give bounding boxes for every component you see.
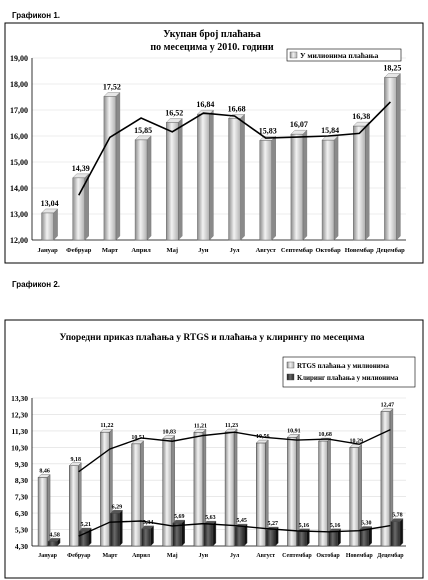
chart1-category-label: Јул — [229, 247, 240, 254]
chart2-bar-s2 — [360, 530, 369, 546]
chart2-ytick-label: 11,30 — [11, 426, 28, 436]
chart1-value-label: 13,04 — [40, 198, 59, 208]
chart1-bar-side — [334, 136, 338, 240]
chart2-bar-s1 — [256, 443, 265, 546]
chart1-bar-side — [147, 136, 151, 240]
chart2-bar-s1 — [100, 432, 109, 546]
chart1-category-label: Август — [255, 247, 276, 254]
chart2-ytick-label: 10,30 — [11, 443, 28, 453]
chart2-category-label: Март — [102, 553, 118, 559]
chart1-value-label: 16,52 — [165, 108, 184, 118]
chart1-value-label: 15,84 — [321, 126, 340, 136]
chart1-value-label: 16,84 — [196, 100, 215, 110]
chart1-value-label: 18,25 — [383, 63, 402, 73]
chart2-value-label-s1: 12,47 — [380, 402, 395, 409]
chart2-value-label-s1: 10,91 — [287, 428, 301, 435]
chart1-category-label: Јануар — [37, 247, 58, 254]
chart1-category-label: Септембар — [280, 247, 313, 254]
chart2-legend-label-s2: Клиринг плаћања у милионима — [297, 374, 399, 382]
chart2-bar-s2 — [329, 532, 338, 546]
chart2 — [0, 290, 428, 580]
chart1-category-label: Мај — [166, 247, 179, 254]
chart2-category-label: Јул — [229, 553, 240, 559]
chart1-ytick-label: 12,00 — [10, 236, 28, 245]
chart1-bar — [322, 140, 334, 240]
chart1-ytick-label: 16,00 — [10, 132, 28, 141]
chart2-value-label-s2: 5,16 — [298, 522, 310, 529]
chart2-value-label-s1: 11,23 — [224, 423, 239, 430]
chart2-ytick-label: 5,30 — [14, 525, 28, 535]
chart2-ytick-label: 9,30 — [14, 459, 28, 469]
chart1-bar-side — [272, 136, 276, 240]
chart2-category-label: Децембар — [377, 553, 404, 559]
chart2-category-label: Октобар — [316, 553, 340, 559]
chart1-ytick-label: 13,00 — [10, 210, 28, 219]
chart1-bar-side — [209, 110, 213, 240]
chart1-category-label: Април — [131, 247, 151, 254]
chart2-ytick-label: 8,30 — [14, 476, 28, 486]
chart2-legend-swatch-s2 — [287, 374, 294, 380]
chart2-bar-side-s2 — [151, 526, 154, 546]
chart1-bar-side — [241, 114, 245, 240]
chart2-bar-s2 — [142, 529, 151, 546]
chart2-value-label-s1: 10,29 — [349, 438, 363, 445]
chart2-value-label-s2: 4,58 — [49, 532, 60, 539]
chart2-value-label-s2: 5,21 — [80, 522, 91, 529]
chart1-legend-label: У милионима плаћања — [300, 51, 379, 60]
chart2-bar-side-s1 — [328, 438, 331, 546]
chart1-bar — [104, 96, 116, 240]
chart1-category-label: Децембар — [376, 247, 405, 254]
chart2-category-label: Август — [256, 553, 276, 559]
chart2-bar-s2 — [235, 527, 244, 546]
chart2-category-label: Јануар — [38, 553, 57, 559]
chart1-bar — [42, 213, 54, 240]
chart2-ytick-label: 4,30 — [14, 542, 28, 551]
chart1-category-label: Јун — [198, 247, 209, 254]
chart2-bar-s1 — [194, 432, 203, 546]
chart2-bar-s2 — [297, 532, 306, 546]
figure1-label: Графикон 1. — [12, 11, 60, 20]
chart2-title: Упоредни приказ плаћања у RTGS и плаћања у клирингу по месецима — [59, 333, 365, 343]
chart2-bar-s2 — [48, 541, 57, 546]
chart2-value-label-s1: 10,68 — [318, 432, 332, 439]
chart2-value-label-s2: 5,69 — [174, 514, 185, 521]
chart2-category-label: Април — [132, 553, 151, 559]
chart2-value-label-s2: 5,34 — [142, 519, 154, 526]
chart1-ytick-label: 17,00 — [10, 106, 28, 115]
chart2-value-label-s2: 5,45 — [236, 518, 247, 525]
chart1-bar — [166, 122, 178, 240]
chart2-bar-s2 — [110, 513, 119, 546]
chart2-bar-side-s2 — [119, 510, 122, 546]
chart1-category-label: Октобар — [315, 247, 341, 254]
chart1-ytick-label: 19,00 — [10, 54, 28, 63]
chart2-ytick-label: 7,30 — [14, 492, 28, 502]
chart1-bar — [135, 140, 147, 240]
chart1-bar — [197, 114, 209, 240]
chart1-title-line2: по месецима у 2010. години — [150, 42, 274, 53]
chart2-bar-s1 — [38, 478, 47, 546]
chart1-bar — [260, 140, 272, 240]
chart2-bar-s2 — [266, 530, 275, 546]
chart1-value-label: 16,38 — [352, 112, 371, 122]
chart2-category-label: Јун — [198, 553, 209, 559]
chart2-bar-s2 — [204, 524, 213, 546]
chart1-bar — [291, 134, 303, 240]
chart2-value-label-s2: 5,78 — [392, 512, 403, 519]
chart2-value-label-s1: 11,22 — [100, 423, 114, 430]
chart2-bar-s1 — [225, 432, 234, 546]
chart1-value-label: 14,39 — [71, 163, 90, 173]
chart1-category-label: Фебруар — [66, 247, 92, 254]
chart2-value-label-s2: 5,27 — [267, 521, 278, 528]
chart2-value-label-s1: 10,56 — [256, 434, 270, 441]
chart2-category-label: Новембар — [345, 553, 373, 559]
chart1-bar-side — [54, 209, 58, 240]
figure2-label: Графикон 2. — [12, 280, 60, 289]
chart2-value-label-s1: 8,46 — [39, 468, 50, 475]
chart1-value-label: 16,68 — [227, 104, 246, 114]
chart2-value-label-s2: 5,63 — [205, 515, 216, 522]
chart1-category-label: Март — [101, 247, 118, 254]
chart2-bar-s1 — [132, 444, 141, 546]
chart1-bar — [384, 78, 396, 241]
chart2-bar-s2 — [173, 523, 182, 546]
chart2-value-label-s2: 5,16 — [329, 522, 341, 529]
chart1-legend-swatch — [290, 52, 297, 58]
chart1-ytick-label: 15,00 — [10, 158, 28, 167]
chart1-bar-side — [365, 122, 369, 240]
chart1-bar-side — [303, 130, 307, 240]
chart1-ytick-label: 18,00 — [10, 80, 28, 89]
chart2-category-label: Фебруар — [67, 553, 91, 559]
chart2-ytick-label: 12,30 — [11, 410, 28, 420]
chart1-value-label: 15,85 — [134, 125, 153, 135]
chart1-ytick-label: 14,00 — [10, 184, 28, 193]
chart1-category-label: Новембар — [344, 247, 374, 254]
chart2-value-label-s1: 11,21 — [193, 423, 208, 430]
chart1-bar-side — [116, 92, 120, 240]
chart2-value-label-s1: 10,51 — [131, 434, 145, 441]
chart1-bar — [353, 126, 365, 240]
chart1-value-label: 16,07 — [289, 120, 308, 130]
chart2-bar-s1 — [163, 439, 172, 546]
chart1-bar-side — [178, 118, 182, 240]
chart2-bar-side-s2 — [182, 520, 185, 546]
chart2-bar-s2 — [391, 522, 400, 546]
chart2-value-label-s1: 10,83 — [162, 429, 176, 436]
chart2-legend-label-s1: RTGS плаћања у милионима — [297, 362, 390, 370]
chart1-value-label: 17,52 — [102, 82, 121, 92]
chart1-bar-side — [396, 74, 400, 241]
chart2-value-label-s2: 6,29 — [111, 504, 123, 511]
chart2-bar-side-s1 — [296, 434, 299, 546]
chart1-bar — [229, 118, 241, 240]
chart2-value-label-s1: 9,18 — [70, 456, 81, 463]
chart1-value-label: 15,83 — [258, 126, 277, 136]
chart2-ytick-label: 13,30 — [11, 394, 28, 403]
chart1 — [0, 0, 428, 265]
chart2-ytick-label: 6,30 — [14, 509, 28, 519]
chart2-bar-s1 — [69, 466, 78, 546]
chart2-bar-s1 — [319, 441, 328, 546]
chart2-legend-swatch-s1 — [287, 362, 294, 368]
chart2-bar-side-s2 — [400, 519, 403, 546]
chart2-category-label: Мај — [166, 553, 178, 559]
chart1-title-line1: Укупан број плаћања — [163, 29, 261, 40]
chart2-category-label: Септембар — [282, 553, 312, 559]
chart2-value-label-s2: 5,30 — [361, 520, 372, 527]
